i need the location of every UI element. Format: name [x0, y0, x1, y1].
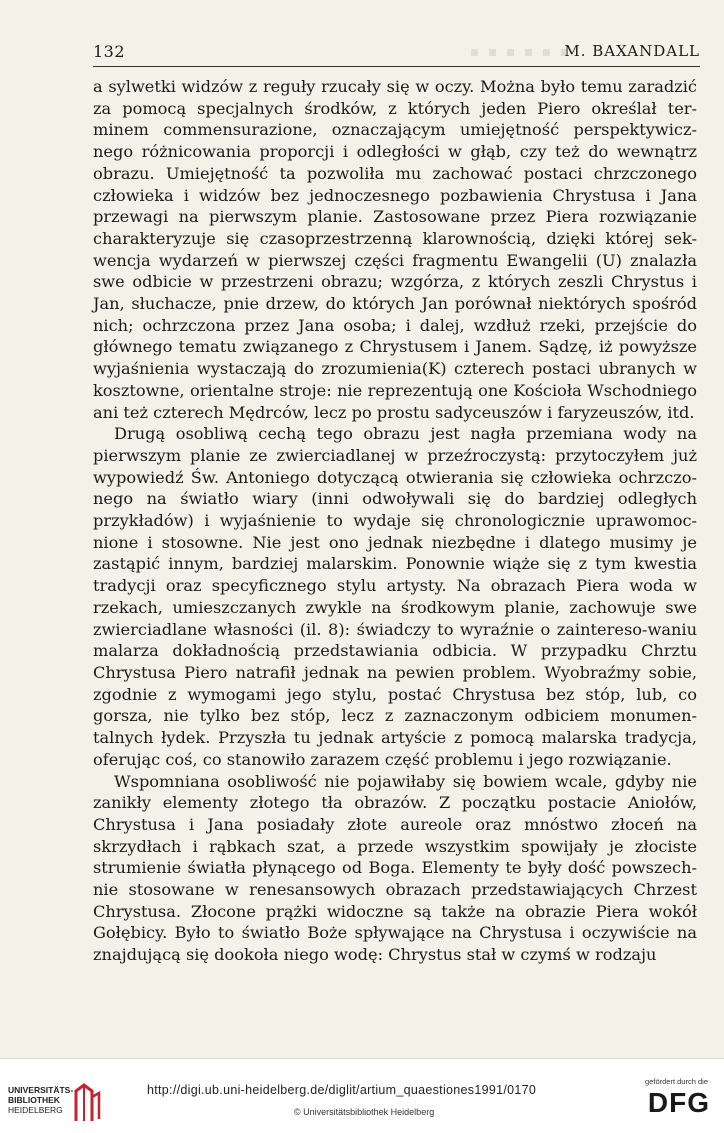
- page-number: 132: [93, 42, 126, 61]
- header-rule: [93, 66, 700, 67]
- viewer-footer: [0, 1058, 724, 1133]
- dfg-wordmark: DFG: [647, 1087, 710, 1118]
- paragraph-1: a sylwetki widzów z reguły rzucały się w oczy. Można było temu zaradzić za pomocą specjalnych środków, z których jeden Piero określał ter-minem commensurazione, oznaczającym umiejętność perspektywicz-nego różnicowania proporcji i odległości w głąb, czy też do wewnątrz obrazu. Umiejętność ta pozwoliła mu zachować postaci chrzczonego człowieka i widzów bez jednoczesnego pozbawienia Chrystusa i Jana przewagi na pierwszym planie. Zastosowane przez Piera rozwiązanie charakteryzuje się czasoprzestrzenną klarownością, dzięki której sek-wencja wydarzeń w pierwszej części fragmentu Ewangelii (U) znalazła swe odbicie w przestrzeni obrazu; wzgórza, z których zeszli Chrystus i Jan, słuchacze, pnie drzew, do których Jan porównał niektórych spośród nich; ochrzczona przez Jana osoba; i dalej, wzdłuż rzeki, przejście do głównego tematu związanego z Chrystusem i Janem. Sądzę, iż powyższe wyjaśnienia wystaczają do zrozumienia(K) czterech postaci ubranych w kosztowne, orientalne stroje: nie reprezentują one Kościoła Wschodniego ani też czterech Mędrców, lecz po prostu sadyceuszów i faryzeuszów, itd.: [93, 77, 697, 422]
- library-name: [8, 1085, 73, 1115]
- library-line-3: HEIDELBERG: [8, 1105, 63, 1115]
- paragraph-2: Drugą osobliwą cechą tego obrazu jest nagła przemiana wody na pierwszym planie ze zwierciadlanej w przeźroczystą: przytoczyłem już wypowiedź Św. Antoniego dotyczącą otwierania się człowieka ochrzczo-nego na światło wiary (inni odwoływali się do bardziej odległych przykładów) i wyjaśnienie to wydaje się chronologicznie uprawomoc-nione i stosowne. Nie jest ono jednak niezbędne i dlatego musimy je zastąpić innym, bardziej malarskim. Ponownie wiąże się z tym kwestia tradycji oraz specyficznego stylu artysty. Na obrazach Piera woda w rzekach, umieszczanych zwykle na środkowym planie, zachowuje swe zwierciadlane własności (il. 8): świadczy to wyraźnie o zaintereso-waniu malarza dokładnością przedstawiania odbicia. W przypadku Chrztu Chrystusa Piero natrafił jednak na pewien problem. Wyobraźmy sobie, zgodnie z wymogami jego stylu, postać Chrystusa bez stóp, lub, co gorsza, nie tylko bez stóp, lecz z zaznaczonym odbiciem monumen-talnych łydek. Przyszła tu jednak artyście z pomocą malarska tradycja, oferując coś, co stanowiło zarazem część problemu i jego rozwiązanie.: [93, 424, 697, 769]
- university-library-logo[interactable]: [8, 1081, 100, 1125]
- bleed-through-shadow: ▪ ▪ ▪ ▪ ▪ ▪: [470, 44, 572, 60]
- library-emblem-icon: [72, 1081, 102, 1125]
- permalink-url[interactable]: http://digi.ub.uni-heidelberg.de/diglit/artium_quaestiones1991/0170: [147, 1083, 537, 1097]
- copyright-notice: © Universitätsbibliothek Heidelberg: [294, 1107, 435, 1117]
- library-line-2: BIBLIOTHEK: [8, 1095, 60, 1105]
- funding-note: gefördert durch die: [645, 1077, 708, 1086]
- library-line-1: UNIVERSITÄTS-: [8, 1085, 74, 1095]
- body-text: [93, 76, 697, 966]
- running-head: M. BAXANDALL: [564, 42, 700, 60]
- page-header: [93, 42, 700, 68]
- paragraph-3: Wspomniana osobliwość nie pojawiłaby się bowiem wcale, gdyby nie zanikły elementy złotego tła obrazów. Z początku postacie Aniołów, Chrystusa i Jana posiadały złote aureole oraz mnóstwo złoceń na skrzydłach i rąbkach szat, a przede wszystkim spowijały je złociste strumienie światła płynącego od Boga. Elementy te były dość powszech-nie stosowane w renesansowych obrazach przedstawiających Chrzest Chrystusa. Złocone prążki widoczne są także na obrazie Piera wokół Gołębicy. Było to światło Boże spływające na Chrystusa i oczywiście na znajdującą się dookoła niego wodę: Chrystus stał w czymś w rodzaju: [93, 771, 697, 965]
- dfg-logo[interactable]: [630, 1077, 710, 1127]
